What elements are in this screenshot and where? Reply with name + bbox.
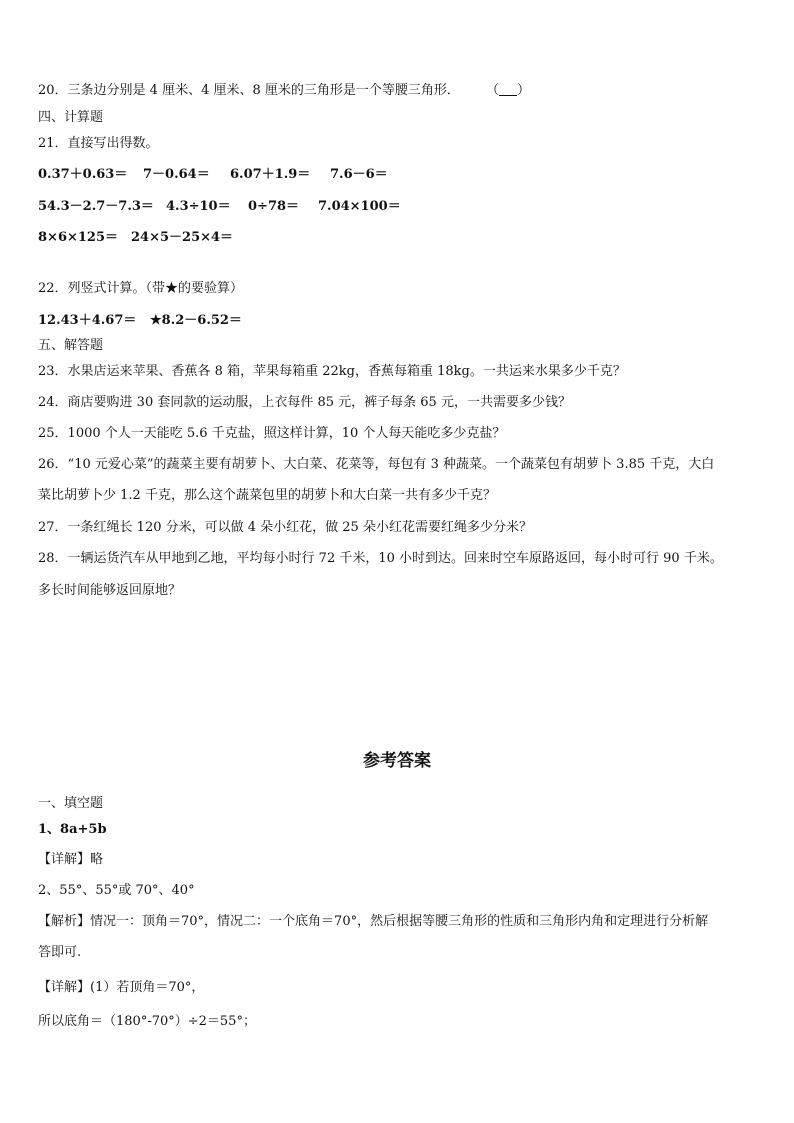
question-28-line1: 28．一辆运货汽车从甲地到乙地，平均每小时行 72 千米，10 小时到达。回来时空车原路返回，每小时可行 90 千米。	[38, 551, 723, 566]
question-20	[38, 83, 530, 99]
answer-2-analysis-line2: 答即可.	[38, 945, 82, 960]
answer-2-calculation: 所以底角＝（180°-70°）÷2＝55°；	[38, 1014, 256, 1029]
expression: 24×5－25×4＝	[131, 230, 234, 245]
question-24: 24．商店要购进 30 套同款的运动服，上衣每件 85 元，裤子每条 65 元，一共需要多少钱？	[38, 395, 571, 410]
question-28-line2: 多长时间能够返回原地？	[38, 583, 182, 598]
expression: 8×6×125＝	[38, 230, 119, 245]
answer-section-heading: 一、填空题	[38, 796, 104, 811]
expression: 0.37＋0.63＝	[38, 167, 128, 182]
question-20-text: 20．三条边分别是 4 厘米、4 厘米、8 厘米的三角形是一个等腰三角形．	[38, 83, 460, 98]
expression: 54.3－2.7－7.3＝	[38, 199, 154, 214]
expression: ★8.2－6.52＝	[150, 313, 242, 328]
question-27: 27．一条红绳长 120 分米，可以做 4 朵小红花，做 25 朵小红花需要红绳多少分米？	[38, 520, 532, 535]
question-26-line1: 26．“10 元爱心菜”的蔬菜主要有胡萝卜、大白菜、花菜等，每包有 3 种蔬菜。一个蔬菜包有胡萝卜 3.85 千克，大白	[38, 457, 715, 472]
answer-1: 1、8a+5b	[38, 822, 107, 837]
question-23: 23．水果店运来苹果、香蕉各 8 箱，苹果每箱重 22kg，香蕉每箱重 18kg。一共运来水果多少千克？	[38, 364, 626, 379]
expression: 7.6－6＝	[330, 167, 388, 182]
expression: 7－0.64＝	[143, 167, 210, 182]
expression: 7.04×100＝	[318, 199, 401, 214]
answer-blank: （ ）	[486, 83, 531, 98]
answer-1-detail: 【详解】略	[38, 852, 104, 867]
answer-2: 2、55°、55°或 70°、40°	[38, 883, 195, 898]
expression: 0÷78＝	[248, 199, 300, 214]
question-21-prompt: 21．直接写出得数。	[38, 136, 159, 151]
expression: 6.07＋1.9＝	[230, 167, 311, 182]
answer-2-analysis-line1: 【解析】情况一：顶角＝70°，情况二：一个底角＝70°，然后根据等腰三角形的性质和三角形内角和定理进行分析解	[38, 914, 709, 929]
expression: 4.3÷10＝	[166, 199, 231, 214]
answers-title: 参考答案	[363, 751, 431, 771]
question-22-prompt: 22．列竖式计算。（带★的要验算）	[38, 281, 244, 296]
question-26-line2: 菜比胡萝卜少 1.2 千克，那么这个蔬菜包里的胡萝卜和大白菜一共有多少千克？	[38, 488, 496, 503]
section-heading-calculation: 四、计算题	[38, 110, 104, 125]
answer-2-detail: 【详解】(1）若顶角＝70°，	[38, 980, 205, 995]
section-heading-word-problems: 五、解答题	[38, 338, 104, 353]
question-25: 25．1000 个人一天能吃 5.6 千克盐，照这样计算，10 个人每天能吃多少克盐？	[38, 426, 506, 441]
expression: 12.43＋4.67＝	[38, 313, 137, 328]
